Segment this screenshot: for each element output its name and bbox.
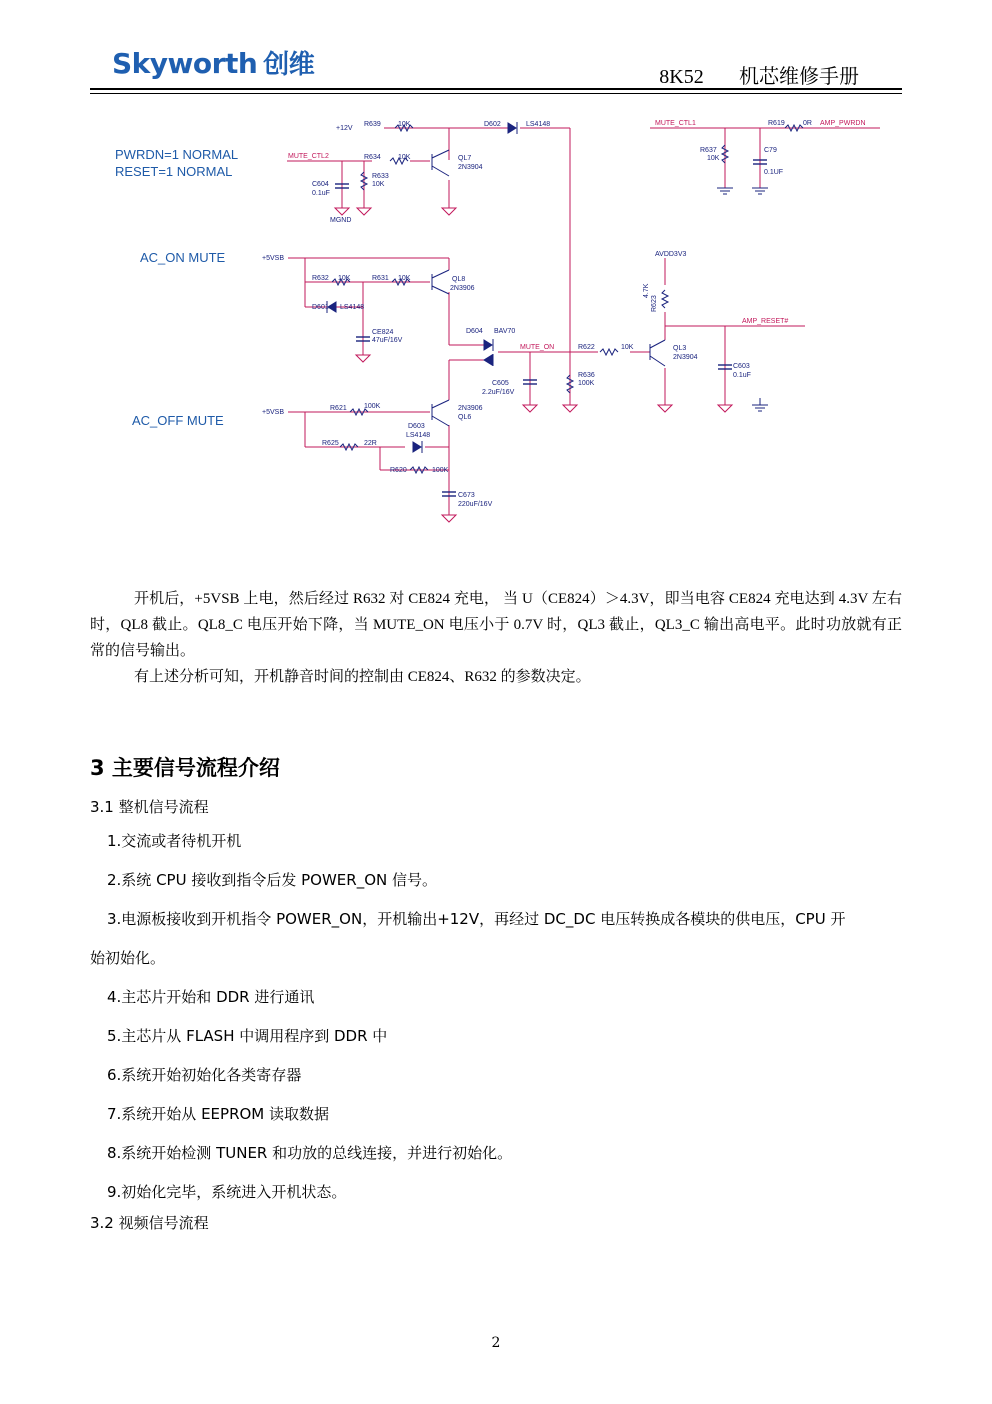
part-c603: C603 [733, 363, 750, 370]
brand-name: Skyworth [112, 47, 258, 80]
model-number: 8K52 [624, 66, 739, 90]
step-item: 1.交流或者待机开机 [107, 832, 242, 850]
part-c605-value: 2.2uF/16V [482, 389, 515, 396]
manual-title-text: 机芯维修手册 [739, 66, 859, 88]
note-pwrdn: PWRDN=1 NORMAL [115, 147, 239, 162]
part-r621: R621 [330, 405, 347, 412]
part-ql8-value: 2N3906 [450, 285, 475, 292]
part-c79-value: 0.1UF [764, 169, 784, 176]
net-5vsb-on: +5VSB [262, 255, 284, 262]
part-r625: R625 [322, 440, 339, 447]
net-5vsb-off: +5VSB [262, 409, 284, 416]
part-r634-value: 10K [398, 154, 411, 161]
step-item: 9.初始化完毕，系统进入开机状态。 [107, 1183, 347, 1201]
brand-name-cn: 创维 [263, 50, 315, 80]
header-rule-thin [90, 93, 902, 94]
part-ql3: QL3 [673, 345, 687, 352]
header-rule [90, 88, 902, 90]
paragraph: 有上述分析可知，开机静音时间的控制由 CE824、R632 的参数决定。 [134, 669, 591, 685]
net-mute-ctl1: MUTE_CTL1 [655, 120, 696, 127]
net-mute-ctl2: MUTE_CTL2 [288, 153, 329, 160]
step-item: 5.主芯片从 FLASH 中调用程序到 DDR 中 [107, 1027, 388, 1045]
part-r619: R619 [768, 120, 785, 127]
part-c604-value: 0.1uF [312, 190, 330, 197]
part-r631-value: 10K [398, 275, 411, 282]
note-reset: RESET=1 NORMAL [115, 164, 233, 179]
net-amp-reset: AMP_RESET# [742, 318, 789, 325]
analysis-text [90, 586, 902, 690]
part-d604-value: BAV70 [494, 328, 516, 335]
step-item: 6.系统开始初始化各类寄存器 [107, 1066, 302, 1084]
part-r622-value: 10K [621, 344, 634, 351]
part-ce824: CE824 [372, 329, 394, 336]
part-c673-value: 220uF/16V [458, 501, 493, 508]
page-number: 2 [491, 1335, 501, 1351]
net-avdd: AVDD3V3 [655, 251, 687, 258]
section-heading: 3 主要信号流程介绍 [90, 756, 280, 780]
part-r621-value: 100K [364, 403, 381, 410]
part-ql6: QL6 [458, 414, 472, 421]
part-d601: D601 [312, 304, 329, 311]
part-r631: R631 [372, 275, 389, 282]
part-r623-value: 4.7K [643, 283, 650, 298]
part-d604: D604 [466, 328, 483, 335]
part-r623: R623 [651, 295, 658, 312]
note-ac-on-mute: AC_ON MUTE [140, 250, 226, 265]
brand-logo [112, 44, 314, 81]
part-ql7-value: 2N3904 [458, 164, 483, 171]
paragraph: 开机后，+5VSB 上电，然后经过 R632 对 CE824 充电， 当 U（CE824）＞4.3V，即当电容 CE824 充电达到 4.3V 左右时，QL8 截止。QL8_C 电压开始下降，当 MUTE_ON 电压小于 0.7V 时，QL3 截止，QL3_C 输出高电平。此时功放就有正常的信号输出。 [90, 591, 902, 659]
part-ce824-value: 47uF/16V [372, 337, 403, 344]
subsection-heading: 3.1 整机信号流程 [90, 798, 209, 816]
part-r639-value: 10K [398, 121, 411, 128]
part-c79: C79 [764, 147, 777, 154]
part-r637-value: 10K [707, 155, 720, 162]
part-r620-value: 100K [432, 467, 449, 474]
part-r632-value: 10K [338, 275, 351, 282]
net-mute-on: MUTE_ON [520, 344, 555, 351]
step-item: 8.系统开始检测 TUNER 和功放的总线连接，并进行初始化。 [107, 1144, 513, 1162]
subsection-heading: 3.2 视频信号流程 [90, 1214, 209, 1232]
part-r632: R632 [312, 275, 329, 282]
step-item: 7.系统开始从 EEPROM 读取数据 [107, 1105, 330, 1123]
part-c605: C605 [492, 380, 509, 387]
part-c604: C604 [312, 181, 329, 188]
step-item: 2.系统 CPU 接收到指令后发 POWER_ON 信号。 [107, 871, 437, 889]
part-c603-value: 0.1uF [733, 372, 751, 379]
part-d603-value: LS4148 [406, 432, 431, 439]
net-amp-pwrdn: AMP_PWRDN [820, 120, 866, 127]
part-d603: D603 [408, 423, 425, 430]
part-r622: R622 [578, 344, 595, 351]
note-ac-off-mute: AC_OFF MUTE [132, 413, 224, 428]
part-r636-value: 100K [578, 380, 595, 387]
part-r619-value: 0R [803, 120, 812, 127]
part-r633-value: 10K [372, 181, 385, 188]
part-c673: C673 [458, 492, 475, 499]
part-ql3-value: 2N3904 [673, 354, 698, 361]
part-r637: R637 [700, 147, 717, 154]
part-r620: R620 [390, 467, 407, 474]
step-item: 3.电源板接收到开机指令 POWER_ON，开机输出+12V，再经过 DC_DC 电压转换成各模块的供电压，CPU 开 [107, 910, 846, 928]
part-r625-value: 22R [364, 440, 377, 447]
part-r634: R634 [364, 154, 381, 161]
part-d602: D602 [484, 121, 501, 128]
manual-title [624, 60, 900, 90]
step-item: 4.主芯片开始和 DDR 进行通讯 [107, 988, 315, 1006]
part-ql6-value: 2N3906 [458, 405, 483, 412]
net-mgnd: MGND [330, 217, 352, 224]
part-d601-value: LS4148 [340, 304, 365, 311]
net-12v: +12V [336, 125, 353, 132]
part-r633: R633 [372, 173, 389, 180]
mute-circuit-schematic [0, 100, 992, 545]
part-ql7: QL7 [458, 155, 472, 162]
part-r636: R636 [578, 372, 595, 379]
part-r639: R639 [364, 121, 381, 128]
part-ql8: QL8 [452, 276, 466, 283]
step-item-continued: 始初始化。 [90, 949, 166, 967]
part-d602-value: LS4148 [526, 121, 551, 128]
